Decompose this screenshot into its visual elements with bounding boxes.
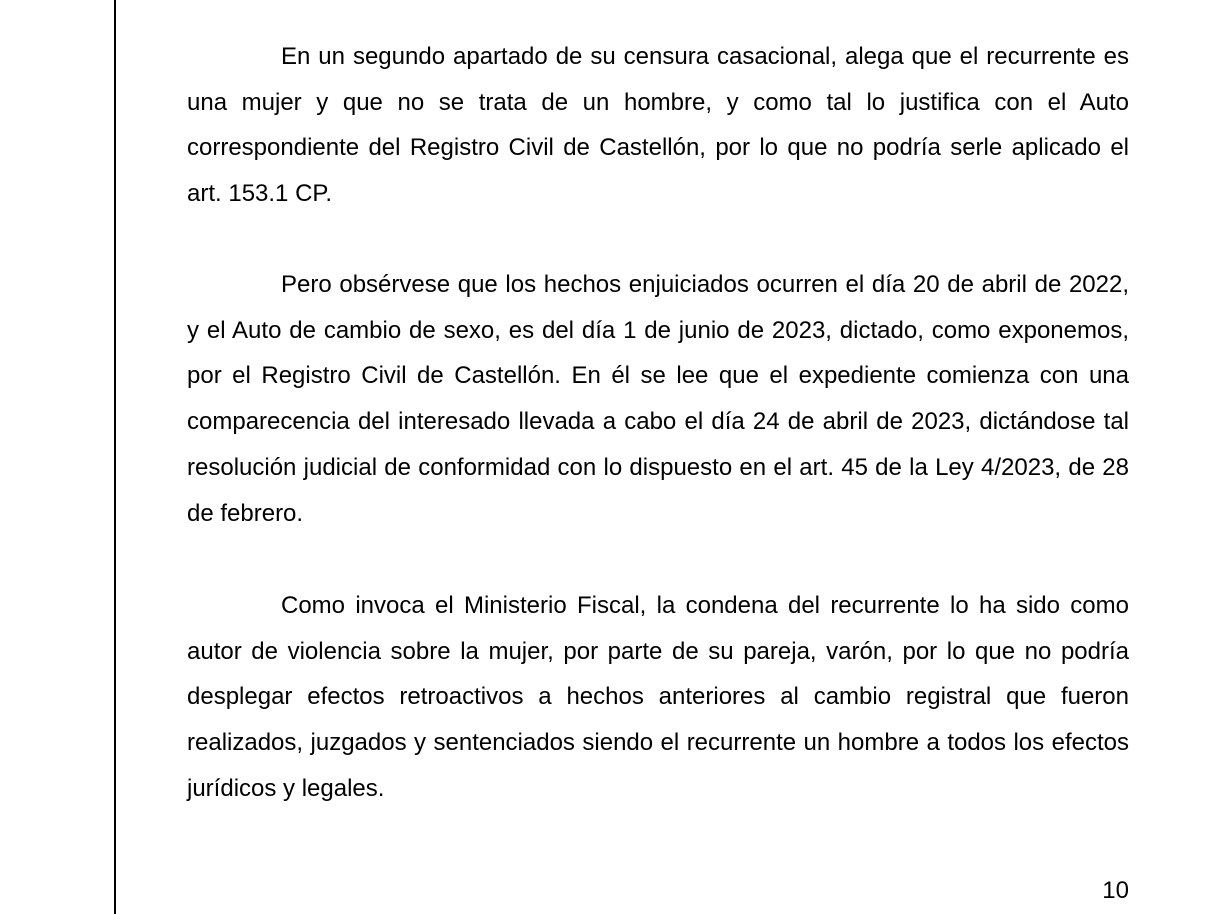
paragraph-3: Como invoca el Ministerio Fiscal, la condena del recurrente lo ha sido como autor de violencia sobre la mujer, por parte de su pareja, varón, por lo que no podría desplegar efectos retroactivos a hechos anteriores al cambio registral que fueron realizados, juzgados y sentenciados siendo el recurrente un hombre a todos los efectos jurídicos y legales. [187,592,1129,802]
left-margin-rule [114,0,116,914]
paragraph-1: En un segundo apartado de su censura casacional, alega que el recurrente es una mujer y que no se trata de un hombre, y como tal lo justifica con el Auto correspondiente del Registro Civil de Castellón, por lo que no podría serle aplicado el art. 153.1 CP. [187,43,1129,208]
paragraph-2: Pero obsérvese que los hechos enjuiciados ocurren el día 20 de abril de 2022, y el Auto de cambio de sexo, es del día 1 de junio de 2023, dictado, como exponemos, por el Registro Civil de Castellón. En él se lee que el expediente comienza con una comparecencia del interesado llevada a cabo el día 24 de abril de 2023, dictándose tal resolución judicial de conformidad con lo dispuesto en el art. 45 de la Ley 4/2023, de 28 de febrero. [187,271,1129,527]
page-number: 10 [1102,877,1129,904]
